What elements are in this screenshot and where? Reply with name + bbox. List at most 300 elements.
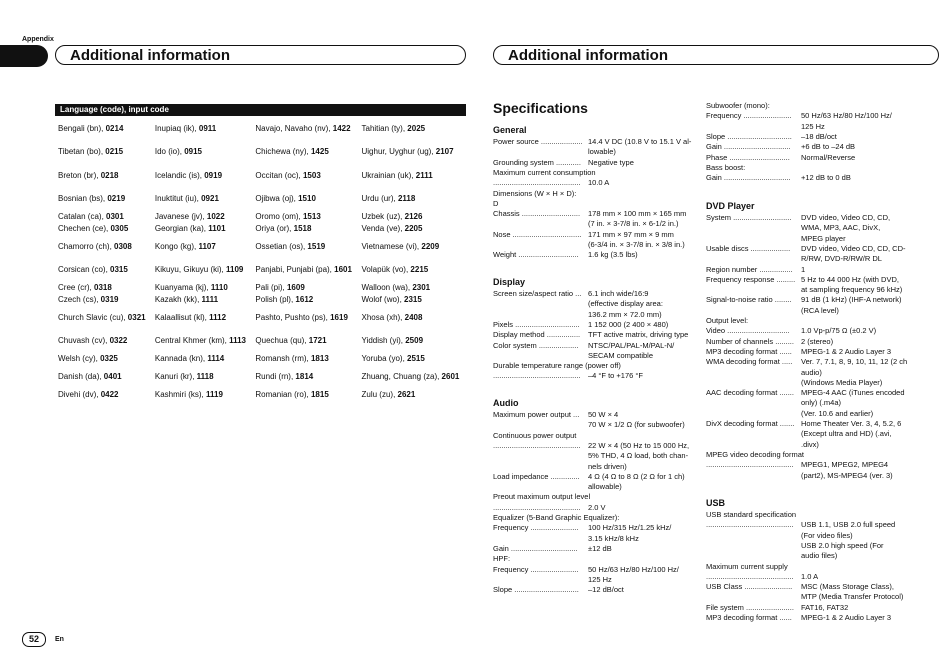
spec-value: 1	[801, 264, 806, 274]
dvd-player-heading: DVD Player	[706, 201, 755, 211]
language-cell	[252, 223, 358, 235]
language-name: Panjabi, Punjabi (pa),	[255, 265, 335, 275]
language-input-code: 0214	[105, 123, 124, 133]
spec-label: ..........................................	[493, 371, 581, 381]
spec-value: USB 2.0 high speed (For	[801, 540, 884, 550]
spec-value: MTP (Media Transfer Protocol)	[801, 592, 904, 602]
language-input-code: 2025	[407, 123, 426, 133]
table-row	[55, 188, 466, 212]
spec-value: 91 dB (1 kHz) (IHF-A network)	[801, 295, 902, 305]
table-row	[55, 235, 466, 259]
spec-label: USB standard specification	[706, 510, 797, 519]
language-name: Breton (br),	[58, 170, 101, 180]
spec-label: Weight .............................	[493, 250, 579, 260]
language-name: Czech (cs),	[58, 295, 101, 304]
spec-value: (6-3/4 in. × 3-7/8 in. × 3/8 in.)	[588, 240, 685, 249]
spec-value: +6 dB to –24 dB	[801, 142, 856, 152]
spec-label: Load impedance ..............	[493, 471, 580, 481]
language-name: Urdu (ur),	[361, 194, 398, 204]
language-input-code: 2509	[405, 336, 424, 346]
language-input-code: 2301	[412, 283, 431, 292]
language-cell	[359, 353, 467, 365]
language-name: Oromo (om),	[255, 212, 303, 221]
language-input-code: 0308	[114, 241, 132, 251]
language-cell	[152, 294, 253, 306]
language-input-code: 2205	[404, 224, 423, 233]
spec-label: Frequency .......................	[493, 564, 579, 574]
appendix-label: Appendix	[22, 36, 54, 43]
spec-label: DivX decoding format .......	[706, 419, 795, 428]
spec-label: Equalizer (5-Band Graphic Equalizer):	[493, 513, 620, 522]
display-heading: Display	[493, 277, 526, 287]
spec-value: 50 Hz/63 Hz/80 Hz/100 Hz/	[801, 111, 892, 121]
spec-value: –4 °F to +176 °F	[588, 371, 643, 381]
spec-label: Number of channels .........	[706, 336, 794, 346]
language-cell	[55, 306, 152, 330]
language-name: Corsican (co),	[58, 265, 111, 275]
language-name: Inupiaq (ik),	[154, 123, 199, 133]
spec-label: Screen size/aspect ratio ...	[493, 289, 582, 298]
language-name: Bengali (bn),	[58, 123, 106, 133]
spec-value: WMA, MP3, AAC, DivX,	[801, 223, 881, 233]
spec-value: 22 W × 4 (50 Hz to 15 000 Hz,	[588, 440, 690, 450]
language-input-code: 1815	[310, 389, 329, 399]
spec-value: Negative type	[588, 157, 634, 167]
language-cell	[152, 235, 253, 259]
language-name: Chechen (ce),	[58, 224, 111, 233]
language-input-code: 1107	[198, 241, 216, 251]
spec-value: NTSC/PAL/PAL-M/PAL-N/	[588, 340, 675, 350]
spec-value: (Windows Media Player)	[801, 377, 883, 387]
language-cell	[252, 188, 358, 212]
spec-label: Continuous power output	[493, 430, 577, 440]
spec-value: ±12 dB	[588, 543, 612, 553]
language-cell	[152, 282, 253, 294]
language-input-code: 1425	[310, 147, 329, 157]
table-row	[55, 117, 466, 141]
section-tab-marker	[0, 45, 48, 67]
language-cell	[252, 365, 358, 389]
language-name: Kongo (kg),	[154, 241, 199, 251]
spec-value: 1.0 Vp-p/75 Ω (±0.2 V)	[801, 326, 877, 336]
language-name: Georgian (ka),	[154, 224, 209, 233]
language-cell	[152, 330, 253, 354]
spec-value: (part2), MS-MPEG4 (ver. 3)	[801, 470, 893, 480]
language-cell	[252, 141, 358, 165]
language-cell	[55, 330, 152, 354]
spec-label: Slope ...............................	[493, 585, 579, 595]
language-cell	[252, 389, 358, 401]
spec-label: System ............................	[706, 213, 792, 222]
language-input-code: 1513	[302, 212, 321, 221]
spec-label: ..........................................	[493, 440, 581, 450]
language-indicator: En	[55, 636, 64, 643]
spec-value: 1 152 000 (2 400 × 480)	[588, 319, 669, 329]
language-input-code: 2601	[441, 371, 460, 381]
table-row	[55, 223, 466, 235]
language-cell	[252, 164, 358, 188]
page-number: 52	[22, 632, 46, 647]
language-name: Chuvash (cv),	[58, 336, 110, 346]
language-code-table	[55, 117, 466, 401]
language-input-code: 0319	[100, 295, 119, 304]
language-input-code: 0218	[100, 170, 119, 180]
language-table-title: Language (code), input code	[55, 104, 466, 116]
language-name: Inuktitut (iu),	[154, 194, 202, 204]
spec-value: R/RW, DVD-R/RW/R DL	[801, 254, 882, 264]
usb-heading: USB	[706, 498, 726, 508]
spec-value: MPEG-4 AAC (iTunes encoded	[801, 388, 905, 398]
language-cell	[359, 235, 467, 259]
spec-label: Preout maximum output level	[493, 492, 591, 502]
spec-value: 171 mm × 97 mm × 9 mm	[588, 229, 674, 239]
page-header-left: Additional information	[55, 45, 466, 65]
table-row	[55, 389, 466, 401]
language-cell	[152, 365, 253, 389]
language-input-code: 1519	[307, 241, 326, 251]
table-row	[55, 353, 466, 365]
language-cell	[252, 259, 358, 283]
language-name: Romanian (ro),	[255, 389, 311, 399]
spec-value: nels driven)	[588, 461, 627, 471]
language-input-code: 1110	[210, 283, 228, 292]
language-input-code: 1113	[229, 336, 247, 346]
spec-label: MPEG video decoding format	[706, 449, 804, 459]
spec-value: .divx)	[801, 439, 819, 449]
language-cell	[152, 188, 253, 212]
language-input-code: 0322	[109, 336, 128, 346]
spec-value: (7 in. × 3-7/8 in. × 6-1/2 in.)	[588, 219, 679, 229]
spec-value: 50 W × 4	[588, 410, 619, 419]
page-header-right: Additional information	[493, 45, 939, 65]
language-input-code: 1111	[201, 295, 219, 304]
language-input-code: 1119	[205, 389, 223, 399]
spec-value: –18 dB/oct	[801, 131, 837, 141]
language-name: Zhuang, Chuang (za),	[361, 371, 442, 381]
spec-label: Frequency .......................	[706, 111, 792, 121]
language-name: Xhosa (xh),	[361, 312, 405, 322]
table-row	[55, 330, 466, 354]
language-cell	[55, 188, 152, 212]
spec-label: ..........................................	[493, 178, 581, 188]
language-cell	[359, 188, 467, 212]
spec-label: Subwoofer (mono):	[706, 101, 770, 110]
language-name: Quechua (qu),	[255, 336, 309, 346]
language-name: Polish (pl),	[255, 295, 296, 304]
language-cell	[252, 117, 358, 141]
spec-label: Signal-to-noise ratio ........	[706, 295, 792, 305]
language-cell	[359, 306, 467, 330]
language-name: Kalaallisut (kl),	[154, 312, 210, 322]
spec-label: Frequency .......................	[493, 523, 579, 533]
spec-value: Normal/Reverse	[801, 152, 856, 162]
language-name: Kanuri (kr),	[154, 371, 197, 381]
language-input-code: 0318	[94, 283, 112, 292]
language-name: Tahitian (ty),	[361, 123, 408, 133]
language-input-code: 0301	[106, 212, 124, 221]
spec-value: 4 Ω (4 Ω to 8 Ω (2 Ω for 1 ch)	[588, 471, 685, 481]
language-cell	[252, 211, 358, 223]
spec-label: Dimensions (W × H × D):	[493, 188, 577, 198]
spec-label: Bass boost:	[706, 162, 746, 172]
spec-value: MPEG1, MPEG2, MPEG4	[801, 460, 889, 470]
language-name: Javanese (jv),	[154, 212, 207, 221]
language-name: Central Khmer (km),	[154, 336, 230, 346]
table-row	[55, 164, 466, 188]
language-input-code: 0321	[127, 312, 146, 322]
language-input-code: 1503	[302, 170, 321, 180]
spec-value: MPEG-1 & 2 Audio Layer 3	[801, 613, 892, 622]
spec-value: (RCA level)	[801, 305, 839, 315]
language-cell	[252, 282, 358, 294]
language-name: Vietnamese (vi),	[361, 241, 422, 251]
language-cell	[359, 164, 467, 188]
language-input-code: 1518	[293, 224, 312, 233]
language-cell	[152, 259, 253, 283]
language-name: Icelandic (is),	[154, 170, 205, 180]
table-row	[55, 306, 466, 330]
language-name: Uzbek (uz),	[361, 212, 405, 221]
spec-label: D	[493, 198, 499, 208]
language-cell	[152, 211, 253, 223]
spec-label: Output level:	[706, 316, 749, 325]
spec-value: audio files)	[801, 551, 838, 561]
spec-label: Gain ................................	[706, 142, 791, 152]
spec-label: Usable discs ...................	[706, 243, 791, 253]
language-cell	[55, 164, 152, 188]
spec-value: (Except ultra and HD) (.avi,	[801, 429, 892, 439]
spec-value: SECAM compatible	[588, 350, 654, 360]
general-heading: General	[493, 125, 527, 135]
language-name: Kazakh (kk),	[154, 295, 202, 304]
language-input-code: 1118	[196, 371, 214, 381]
spec-value: audio)	[801, 367, 822, 377]
spec-value: Ver. 7, 7.1, 8, 9, 10, 11, 12 (2 ch	[801, 357, 908, 367]
language-input-code: 2315	[404, 295, 422, 304]
language-cell	[359, 294, 467, 306]
language-cell	[252, 330, 358, 354]
language-input-code: 1721	[308, 336, 327, 346]
language-cell	[55, 282, 152, 294]
language-name: Navajo, Navaho (nv),	[255, 123, 333, 133]
language-input-code: 2111	[415, 170, 433, 180]
spec-label: ..........................................	[706, 571, 794, 581]
language-input-code: 0401	[103, 371, 122, 381]
spec-label: Color system ...................	[493, 340, 579, 350]
spec-label: Region number ................	[706, 264, 793, 274]
language-cell	[55, 211, 152, 223]
spec-label: Chassis ............................	[493, 209, 581, 219]
spec-label: ..........................................	[706, 460, 794, 470]
language-cell	[152, 353, 253, 365]
language-name: Kikuyu, Gikuyu (ki),	[154, 265, 226, 275]
language-name: Walloon (wa),	[361, 283, 413, 292]
language-cell	[252, 294, 358, 306]
spec-label: Video ..............................	[706, 326, 790, 336]
language-cell	[359, 223, 467, 235]
spec-value: 10.0 A	[588, 178, 610, 188]
spec-value: 125 Hz	[588, 574, 612, 584]
spec-value: +12 dB to 0 dB	[801, 173, 851, 183]
language-cell	[252, 306, 358, 330]
specifications-title: Specifications	[493, 100, 588, 116]
spec-label: Display method ................	[493, 330, 581, 340]
table-row	[55, 211, 466, 223]
spec-value: 70 W × 1/2 Ω (for subwoofer)	[588, 420, 685, 430]
language-input-code: 0915	[184, 147, 202, 157]
language-cell	[152, 223, 253, 235]
language-name: Welsh (cy),	[58, 354, 101, 363]
language-name: Cree (cr),	[58, 283, 94, 292]
spec-value: lowable)	[588, 147, 616, 157]
language-cell	[55, 117, 152, 141]
language-name: Ossetian (os),	[255, 241, 308, 251]
language-input-code: 0919	[204, 170, 223, 180]
language-input-code: 1422	[332, 123, 351, 133]
spec-value: USB 1.1, USB 2.0 full speed	[801, 520, 896, 530]
language-input-code: 1601	[334, 265, 352, 275]
spec-label: Gain ................................	[706, 173, 791, 183]
spec-label: Pixels ...............................	[493, 319, 580, 329]
spec-value: MSC (Mass Storage Class),	[801, 582, 894, 592]
spec-value: 2 (stereo)	[801, 336, 834, 346]
spec-value: 3.15 kHz/8 kHz	[588, 533, 639, 543]
language-name: Chamorro (ch),	[58, 241, 115, 251]
spec-value: 1.6 kg (3.5 lbs)	[588, 250, 638, 260]
spec-value: 1.0 A	[801, 571, 819, 581]
language-input-code: 2107	[435, 147, 454, 157]
language-name: Ojibwa (oj),	[255, 194, 299, 204]
language-cell	[55, 389, 152, 401]
spec-value: 125 Hz	[801, 121, 825, 131]
language-input-code: 2209	[421, 241, 440, 251]
spec-value: (For video files)	[801, 530, 853, 540]
language-input-code: 1022	[206, 212, 225, 221]
language-name: Divehi (dv),	[58, 389, 101, 399]
language-cell	[152, 389, 253, 401]
spec-label: Slope ...............................	[706, 131, 792, 141]
language-name: Zulu (zu),	[361, 389, 398, 399]
language-input-code: 2118	[397, 194, 416, 204]
spec-label: Maximum power output ...	[493, 410, 580, 419]
language-input-code: 0325	[100, 354, 118, 363]
spec-value: 50 Hz/63 Hz/80 Hz/100 Hz/	[588, 564, 679, 574]
spec-label: Grounding system ............	[493, 157, 581, 167]
language-cell	[359, 389, 467, 401]
language-input-code: 1112	[209, 312, 227, 322]
language-input-code: 1814	[295, 371, 314, 381]
spec-value: MPEG player	[801, 233, 846, 243]
spec-label: Durable temperature range (power off)	[493, 361, 621, 371]
spec-label: Phase .............................	[706, 152, 790, 162]
spec-value: 5% THD, 4 Ω load, both chan-	[588, 451, 689, 461]
spec-label: File system .......................	[706, 602, 794, 612]
language-cell	[359, 259, 467, 283]
language-cell	[359, 211, 467, 223]
language-name: Wolof (wo),	[361, 295, 405, 304]
language-input-code: 0305	[110, 224, 129, 233]
language-name: Volapük (vo),	[361, 265, 411, 275]
language-cell	[359, 330, 467, 354]
spec-label: Gain ................................	[493, 543, 578, 553]
language-cell	[55, 141, 152, 165]
language-cell	[359, 365, 467, 389]
language-name: Chichewa (ny),	[255, 147, 311, 157]
spec-label: Power source ....................	[493, 137, 583, 146]
language-cell	[55, 259, 152, 283]
language-input-code: 0422	[100, 389, 119, 399]
language-name: Tibetan (bo),	[58, 147, 106, 157]
spec-value: DVD video, Video CD, CD, CD-	[801, 243, 906, 253]
spec-value: 100 Hz/315 Hz/1.25 kHz/	[588, 523, 672, 533]
language-cell	[252, 235, 358, 259]
language-name: Kannada (kn),	[154, 354, 208, 363]
language-cell	[55, 223, 152, 235]
language-cell	[55, 294, 152, 306]
spec-value: MPEG-1 & 2 Audio Layer 3	[801, 346, 892, 356]
language-input-code: 2408	[404, 312, 423, 322]
spec-value: 6.1 inch wide/16:9	[588, 289, 649, 298]
spec-label: ..........................................	[706, 520, 794, 530]
table-row	[55, 282, 466, 294]
table-row	[55, 259, 466, 283]
language-cell	[55, 235, 152, 259]
language-name: Pashto, Pushto (ps),	[255, 312, 331, 322]
language-cell	[55, 353, 152, 365]
language-cell	[359, 141, 467, 165]
language-input-code: 0315	[110, 265, 128, 275]
spec-value: (effective display area:	[588, 299, 663, 309]
language-name: Bosnian (bs),	[58, 194, 108, 204]
spec-value: only) (.m4a)	[801, 398, 842, 408]
spec-value: Home Theater Ver. 3, 4, 5.2, 6	[801, 419, 902, 428]
spec-label: WMA decoding format .....	[706, 357, 793, 367]
spec-value: at sampling frequency 96 kHz)	[801, 285, 903, 295]
language-name: Uighur, Uyghur (ug),	[361, 147, 436, 157]
language-cell	[152, 306, 253, 330]
spec-value: TFT active matrix, driving type	[588, 330, 689, 340]
language-cell	[55, 365, 152, 389]
language-name: Danish (da),	[58, 371, 104, 381]
language-input-code: 1114	[207, 354, 225, 363]
spec-label: Frequency response .........	[706, 274, 796, 284]
language-name: Romansh (rm),	[255, 354, 311, 363]
language-input-code: 1612	[295, 295, 314, 304]
language-name: Yiddish (yi),	[361, 336, 406, 346]
language-cell	[359, 282, 467, 294]
language-input-code: 1109	[226, 265, 244, 275]
language-name: Kashmiri (ks),	[154, 389, 206, 399]
language-input-code: 1619	[330, 312, 348, 322]
language-input-code: 2621	[397, 389, 416, 399]
spec-value: 2.0 V	[588, 502, 606, 512]
language-name: Catalan (ca),	[58, 212, 107, 221]
spec-label: ..........................................	[493, 502, 581, 512]
language-input-code: 0215	[105, 147, 124, 157]
language-input-code: 2515	[407, 354, 425, 363]
language-cell	[152, 141, 253, 165]
language-name: Ido (io),	[154, 147, 185, 157]
spec-label: MP3 decoding format ......	[706, 613, 792, 622]
spec-label: MP3 decoding format ......	[706, 346, 792, 356]
language-cell	[359, 117, 467, 141]
language-input-code: 0911	[198, 123, 217, 133]
language-name: Pali (pi),	[255, 283, 287, 292]
table-row	[55, 141, 466, 165]
language-name: Yoruba (yo),	[361, 354, 408, 363]
language-name: Church Slavic (cu),	[58, 312, 128, 322]
language-name: Ukrainian (uk),	[361, 170, 416, 180]
